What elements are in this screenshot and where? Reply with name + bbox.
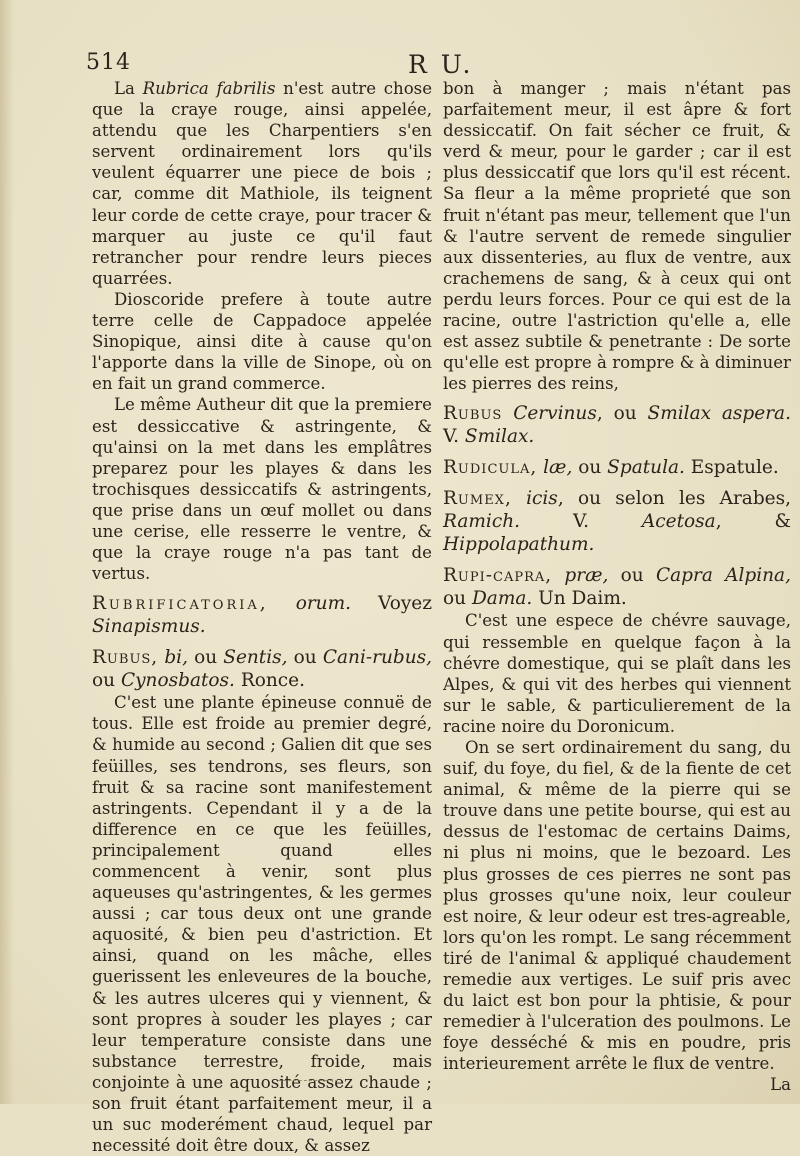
running-head: R U. [408,50,474,79]
entry-ou: ou [443,588,467,610]
entry-see: V. [443,426,460,448]
entry-and: , & [715,511,791,533]
entry-ending: orum. [295,593,352,615]
left-column [92,78,432,1156]
entry-ou: , ou [596,403,637,425]
entry-headword: Rudicula, [443,457,538,479]
entry-rumex [443,487,791,556]
entry-ou: ou [293,647,317,669]
entry-term: Cervinus [513,403,597,425]
entry-french: Espatule. [690,457,779,479]
entry-text: , ou selon les Arabes, [557,488,791,510]
entry-synonym: Cani-rubus, [322,647,433,669]
entry-synonym: Dama. [471,588,533,610]
entry-synonym: Capra Alpina, [655,565,791,587]
entry-headword: Rubus [443,403,503,425]
entry-see: Voyez [378,593,432,615]
entry-french: Un Daim. [538,588,627,610]
entry-french: Ronce. [240,670,305,692]
entry-synonym: Ramich. [443,511,520,533]
entry-ending: præ, [564,565,609,587]
entry-synonym: Sentis, [223,647,288,669]
binding-shadow [0,0,14,1104]
page-number: 514 [86,50,131,75]
entry-synonym: Cynosbatos. [120,670,235,692]
bottom-ornament [278,1080,338,1087]
entry-ou: ou [578,457,602,479]
entry-rubrificatoria [92,592,432,638]
entry-headword: Rumex, [443,488,512,510]
entry-synonym: Smilax aspera. [647,403,791,425]
page-header [86,50,786,80]
entry-ending: læ, [543,457,573,479]
entry-rubus [92,646,432,692]
entry-headword: Rubus, [92,647,159,669]
paragraph-ronce: C'est une plante épineuse connuë de tous. Elle est froide au premier degré, & humide au second ; Galien dit que ses feüilles, ses tendrons, ses fleurs, son fruit & sa racine sont manifestement astringents. Cependant il y a de la difference en ce que les feüilles, principalement quand elles commencent à venir, sont plus aqueuses qu'astringentes, & les germes aussi ; car tous deux ont une grande aquosité, & bien peu d'astriction. Et ainsi, quand on les mâche, elles guerissent les enleveures de la bouche, & les autres ulceres qui y viennent, & sont propres à souder les playes ; car leur temperature consiste dans une substance terrestre, froide, mais conjointe à une aquosité assez chaude ; son fruit étant parfaitement meur, il a un suc moderément chaud, lequel par necessité doit être doux, & assez [92,693,432,1156]
entry-reference: Hippolapathum. [443,534,595,556]
catchword: La [770,1075,791,1095]
right-column [443,78,791,1096]
entry-headword: Rubrificatoria, [92,593,269,615]
entry-ou: ou [194,647,218,669]
term: Rubrica fabrilis [142,79,276,98]
entry-synonym: Spatula. [607,457,685,479]
entry-headword: Rupi-capra, [443,565,553,587]
entry-reference: Sinapismus. [92,616,206,638]
paragraph-chevre: C'est une espece de chévre sauvage, qui ressemble en quelque façon à la chévre domestique, qui se plaît dans les Alpes, & qui vit des herbes qui viennent sur le sable, & particulierement de la racine noire du Doronicum. [443,611,791,736]
lead-text: La [114,79,143,98]
entry-ou: ou [92,670,116,692]
entry-rudicula [443,456,791,479]
entry-reference: Smilax. [464,426,535,448]
entry-see: V. [572,511,589,533]
entry-rubus-cervinus [443,402,791,448]
entry-ending: icis [526,488,558,510]
entry-reference: Acetosa [641,511,716,533]
entry-ou: ou [620,565,644,587]
entry-rupicapra [443,564,791,610]
paragraph-usage [443,737,791,1095]
paragraph-continued: bon à manger ; mais n'étant pas parfaitement meur, il est âpre & fort dessiccatif. On fait sécher ce fruit, & verd & meur, pour le garder ; car il est plus dessiccatif que lors qu'il est récent. Sa fleur a la même proprieté que son fruit n'étant pas meur, tellement que l'un & l'autre servent de remede singulier aux dissenteries, au flux de ventre, aux crachemens de sang, & à ceux qui ont perdu leurs forces. Pour ce qui est de la racine, outre l'astriction qu'elle a, elle est assez subtile & penetrante : De sorte qu'elle est propre à rompre & à diminuer les pierres des reins, [443,79,791,394]
entry-ending: bi, [164,647,188,669]
paragraph-autheur: Le même Autheur dit que la premiere est dessiccative & astringente, & qu'ainsi on la met dans les emplâtres preparez pour les playes & dans les trochisques dessiccatifs & astringents, que prise dans un œuf mollet ou dans une cerise, elle resserre le ventre, & que la craye rouge n'a pas tant de vertus. [92,395,432,584]
paragraph-text: n'est autre chose que la craye rouge, ainsi appelée, attendu que les Charpentiers s'en servent ordinairement lors qu'ils veulent équarrer une piece de bois ; car, comme dit Mathiole, ils teignent leur corde de cette craye, pour tracer & marquer au juste ce qu'il faut retrancher pour rendre leurs pieces quarrées. [92,79,433,288]
paragraph-rubrica [92,78,432,289]
paragraph-dioscoride: Dioscoride prefere à toute autre terre celle de Cappadoce appelée Sinopique, ainsi dite à cause qu'on l'apporte dans la ville de Sinope, où on en fait un grand commerce. [92,289,432,394]
paragraph-text: On se sert ordinairement du sang, du suif, du foye, du fiel, & de la fiente de cet animal, & même de la pierre qui se trouve dans une petite bourse, qui est au dessus de l'estomac de certains Daims, ni plus ni moins, que le bezoard. Les plus grosses de ces pierres ne sont pas plus grosses qu'une noix, leur couleur est noire, & leur odeur est tres-agreable, lors qu'on les rompt. Le sang récemment tiré de l'animal & appliqué chaudement remedie aux vertiges. Le suif pris avec du laict est bon pour la phtisie, & pour remedier à l'ulceration des poulmons. Le foye desséché & mis en poudre, pris interieurement arrête le flux de ventre. [443,737,791,1074]
